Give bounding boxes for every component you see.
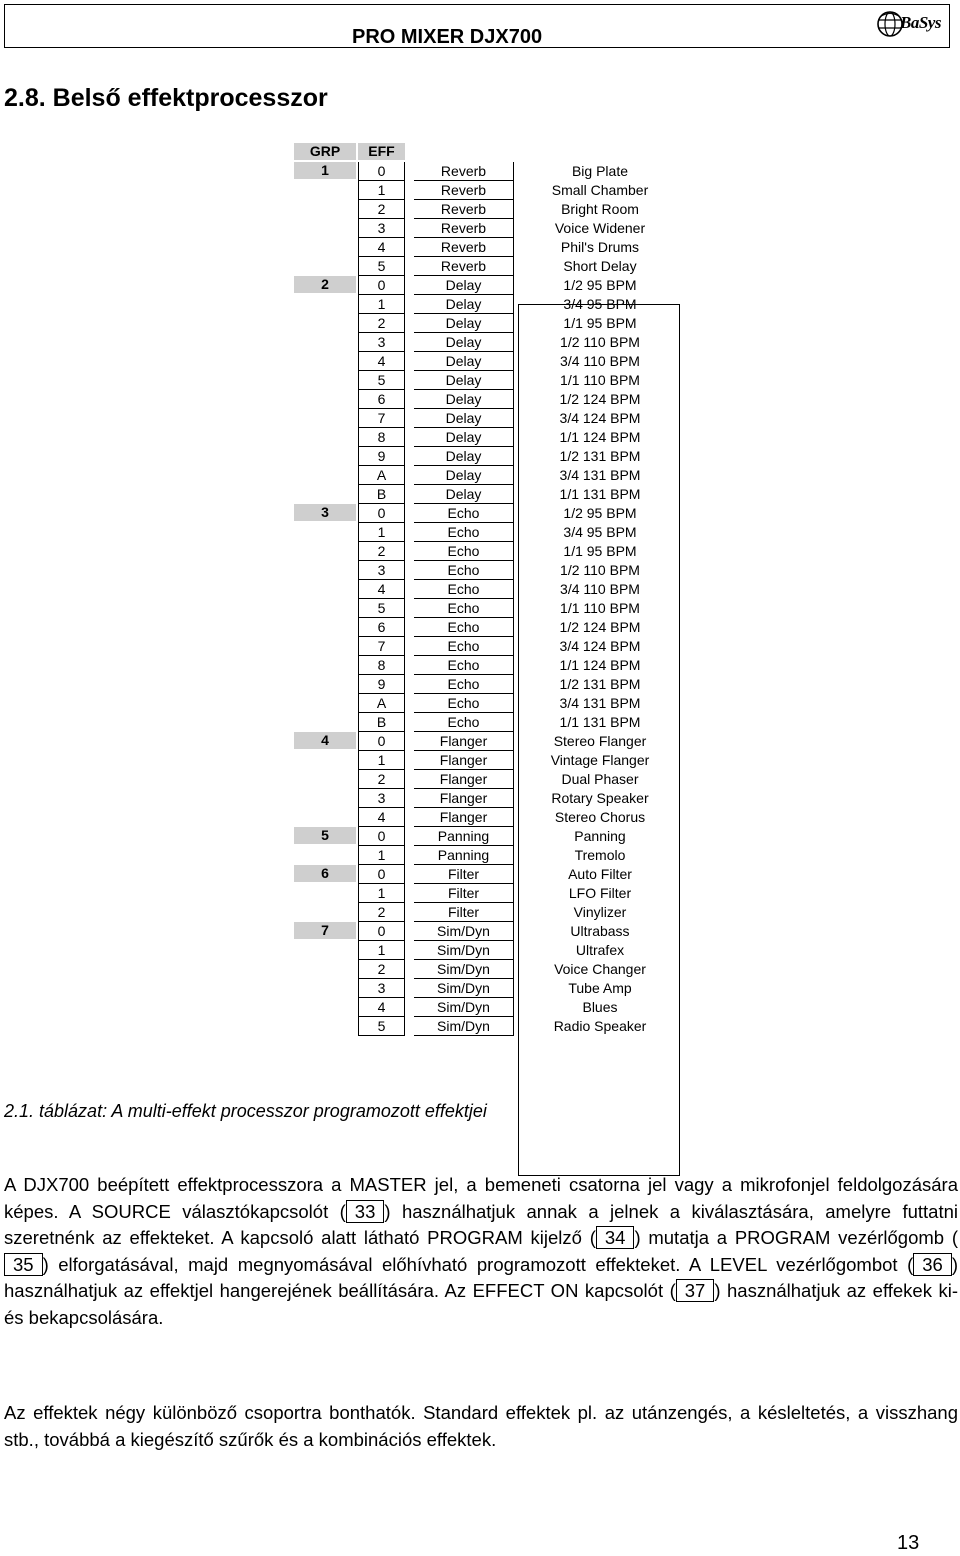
basys-logo [876, 8, 948, 42]
effect-name: Stereo Flanger [553, 733, 647, 749]
effect-name: 1/1 110 BPM [560, 600, 640, 616]
effect-number: 0 [358, 827, 405, 846]
effect-number: 4 [358, 580, 405, 599]
effect-name: Voice Changer [554, 961, 646, 977]
effect-name: 1/2 110 BPM [560, 334, 640, 350]
effect-number: 7 [358, 637, 405, 656]
effect-number: 5 [358, 1017, 405, 1036]
effect-number: 3 [358, 219, 405, 238]
effect-number: 1 [358, 295, 405, 314]
effect-name: Auto Filter [568, 866, 632, 882]
effect-type: Flanger [414, 732, 514, 751]
effect-type: Reverb [414, 162, 514, 181]
effect-name: Vintage Flanger [550, 752, 650, 768]
effect-type: Echo [414, 599, 514, 618]
effect-type: Echo [414, 504, 514, 523]
effect-type: Reverb [414, 181, 514, 200]
column-header-eff: EFF [358, 143, 405, 160]
effect-name: 1/1 95 BPM [563, 543, 637, 559]
effect-number: 4 [358, 808, 405, 827]
effect-type: Echo [414, 542, 514, 561]
effect-name: 1/2 124 BPM [559, 391, 641, 407]
effect-number: 4 [358, 998, 405, 1017]
effect-type: Delay [414, 466, 514, 485]
effect-number: A [358, 466, 405, 485]
group-number: 3 [294, 504, 356, 521]
logo-text: BaSys [900, 13, 941, 32]
effect-number: 5 [358, 257, 405, 276]
effect-type: Delay [414, 371, 514, 390]
effect-type: Echo [414, 523, 514, 542]
group-number: 6 [294, 865, 356, 882]
effect-type: Flanger [414, 808, 514, 827]
effect-number: 2 [358, 960, 405, 979]
effect-type: Sim/Dyn [414, 1017, 514, 1036]
effect-type: Delay [414, 333, 514, 352]
effect-type: Echo [414, 713, 514, 732]
effect-name: 1/1 131 BPM [559, 714, 641, 730]
effect-name: 1/1 95 BPM [563, 315, 637, 331]
effect-type: Filter [414, 884, 514, 903]
effect-type: Delay [414, 314, 514, 333]
column-header-grp: GRP [294, 143, 356, 160]
effect-type: Sim/Dyn [414, 960, 514, 979]
effect-type: Echo [414, 656, 514, 675]
effect-number: 0 [358, 276, 405, 295]
reference-box: 36 [913, 1253, 952, 1276]
effect-number: 8 [358, 428, 405, 447]
effect-number: 0 [358, 504, 405, 523]
paragraph-text: ) használhatjuk annak a jelnek a kiválasztására, amelyre futtatni szeretnénk az effekteket. A kapcsoló alatt látható PROGRAM kijelző ( [4, 1200, 958, 1249]
effect-number: 5 [358, 371, 405, 390]
reference-box: 37 [676, 1279, 715, 1302]
effect-type: Delay [414, 276, 514, 295]
effect-name: 1/1 131 BPM [559, 486, 641, 502]
effect-name: 1/2 131 BPM [559, 448, 641, 464]
effect-number: 7 [358, 409, 405, 428]
effect-type: Filter [414, 903, 514, 922]
effect-name: Radio Speaker [553, 1018, 647, 1034]
effect-name: Voice Widener [554, 220, 646, 236]
group-number: 2 [294, 276, 356, 293]
group-number: 1 [294, 162, 356, 179]
effect-type: Flanger [414, 770, 514, 789]
effect-type: Flanger [414, 789, 514, 808]
effect-number: 0 [358, 865, 405, 884]
effect-type: Delay [414, 485, 514, 504]
group-number: 7 [294, 922, 356, 939]
effect-name: LFO Filter [568, 885, 632, 901]
effect-name: 1/2 110 BPM [560, 562, 640, 578]
effect-type: Sim/Dyn [414, 941, 514, 960]
effect-number: 2 [358, 314, 405, 333]
effect-name: Tremolo [574, 847, 626, 863]
effect-number: 9 [358, 675, 405, 694]
effect-number: 1 [358, 846, 405, 865]
effect-number: 3 [358, 979, 405, 998]
effect-number: 0 [358, 922, 405, 941]
effect-name: Dual Phaser [561, 771, 639, 787]
effect-name: Ultrabass [570, 923, 630, 939]
effect-type: Reverb [414, 238, 514, 257]
effect-type: Sim/Dyn [414, 979, 514, 998]
effect-name: Bright Room [561, 201, 639, 217]
effect-name: Panning [574, 828, 626, 844]
effect-number: 3 [358, 789, 405, 808]
effect-name: 3/4 110 BPM [560, 581, 640, 597]
effect-type: Delay [414, 295, 514, 314]
effect-number: 1 [358, 523, 405, 542]
paragraph-text: A DJX700 beépített effektprocesszora a MASTER jel, a bemeneti csatorna jel vagy a mikrofonjel feldolgozására képes. A SOURCE választókapcsolót ( [4, 1174, 958, 1222]
effect-number: 1 [358, 884, 405, 903]
effect-number: 3 [358, 333, 405, 352]
reference-box: 33 [346, 1200, 385, 1223]
effect-name: Vinylizer [573, 904, 627, 920]
effect-name: Stereo Chorus [554, 809, 646, 825]
paragraph-effect-controls [4, 1172, 958, 1332]
reference-box: 35 [4, 1253, 43, 1276]
effect-number: 6 [358, 618, 405, 637]
group-number: 5 [294, 827, 356, 844]
paragraph-effect-groups: Az effektek négy különböző csoportra bonthatók. Standard effektek pl. az utánzengés, a késleltetés, a visszhang stb., továbbá a kiegészítő szűrők és a kombinációs effektek. [4, 1402, 958, 1450]
effect-type: Delay [414, 352, 514, 371]
effect-name: 1/2 131 BPM [559, 676, 641, 692]
effect-type: Flanger [414, 751, 514, 770]
effect-type: Panning [414, 846, 514, 865]
effect-type: Echo [414, 694, 514, 713]
effect-type: Echo [414, 561, 514, 580]
effect-number: 0 [358, 162, 405, 181]
page-number: 13 [897, 1532, 920, 1554]
group-number: 4 [294, 732, 356, 749]
effect-number: 4 [358, 352, 405, 371]
effect-name: Phil's Drums [560, 239, 640, 255]
effect-type: Delay [414, 428, 514, 447]
effect-type: Sim/Dyn [414, 998, 514, 1017]
effect-type: Delay [414, 390, 514, 409]
effect-number: 2 [358, 200, 405, 219]
effect-type: Echo [414, 618, 514, 637]
effect-type: Reverb [414, 257, 514, 276]
effect-type: Echo [414, 580, 514, 599]
effect-number: 9 [358, 447, 405, 466]
effect-number: 0 [358, 732, 405, 751]
effect-name: 3/4 131 BPM [559, 695, 641, 711]
reference-box: 34 [596, 1226, 635, 1249]
effect-number: 2 [358, 903, 405, 922]
effect-name: 1/1 124 BPM [559, 429, 641, 445]
effect-name: 3/4 124 BPM [559, 638, 641, 654]
effect-number: 1 [358, 181, 405, 200]
effect-type: Filter [414, 865, 514, 884]
effect-number: B [358, 485, 405, 504]
effect-number: 6 [358, 390, 405, 409]
effect-number: B [358, 713, 405, 732]
effect-name: Short Delay [563, 258, 637, 274]
effect-name: Big Plate [571, 163, 629, 179]
effect-type: Echo [414, 675, 514, 694]
effect-name: Rotary Speaker [551, 790, 649, 806]
effect-type: Echo [414, 637, 514, 656]
paragraph-text: ) elforgatásával, majd megnyomásával előhívható programozott effekteket. A LEVEL vezérlőgombot ( [42, 1253, 914, 1275]
document-title: PRO MIXER DJX700 [352, 26, 543, 48]
effect-type: Delay [414, 447, 514, 466]
paragraph-text: ) mutatja a PROGRAM vezérlőgomb ( [634, 1227, 959, 1249]
table-caption: 2.1. táblázat: A multi-effekt processzor programozott effektjei [4, 1101, 487, 1121]
effect-type: Reverb [414, 200, 514, 219]
effect-name: Tube Amp [568, 980, 632, 996]
effect-number: 2 [358, 542, 405, 561]
effect-number: 1 [358, 751, 405, 770]
effect-number: 8 [358, 656, 405, 675]
effect-number: 1 [358, 941, 405, 960]
effect-name: 1/2 95 BPM [563, 505, 637, 521]
effect-number: 2 [358, 770, 405, 789]
effect-name: 1/1 124 BPM [559, 657, 641, 673]
effect-name: 3/4 124 BPM [559, 410, 641, 426]
effect-name: 3/4 131 BPM [559, 467, 641, 483]
effect-number: 3 [358, 561, 405, 580]
effect-name: Blues [582, 999, 618, 1015]
effect-number: 5 [358, 599, 405, 618]
effect-type: Panning [414, 827, 514, 846]
effect-number: 4 [358, 238, 405, 257]
effect-name: 3/4 110 BPM [560, 353, 640, 369]
effect-name: 1/1 110 BPM [560, 372, 640, 388]
paragraph-text: ) használhatjuk az effekek ki- és bekapcsolására. [4, 1280, 958, 1328]
effect-number: A [358, 694, 405, 713]
effect-name: 1/2 124 BPM [559, 619, 641, 635]
effect-name: Small Chamber [551, 182, 649, 198]
effect-type: Reverb [414, 219, 514, 238]
section-title: 2.8. Belső effektprocesszor [4, 84, 328, 112]
effect-name: 3/4 95 BPM [563, 296, 637, 312]
effect-name: 3/4 95 BPM [563, 524, 637, 540]
effect-type: Sim/Dyn [414, 922, 514, 941]
effect-name: 1/2 95 BPM [563, 277, 637, 293]
effect-name: Ultrafex [575, 942, 625, 958]
paragraph-text: ) használhatjuk az effektjel hangerejének beállítására. Az EFFECT ON kapcsolót ( [4, 1253, 958, 1302]
effect-type: Delay [414, 409, 514, 428]
